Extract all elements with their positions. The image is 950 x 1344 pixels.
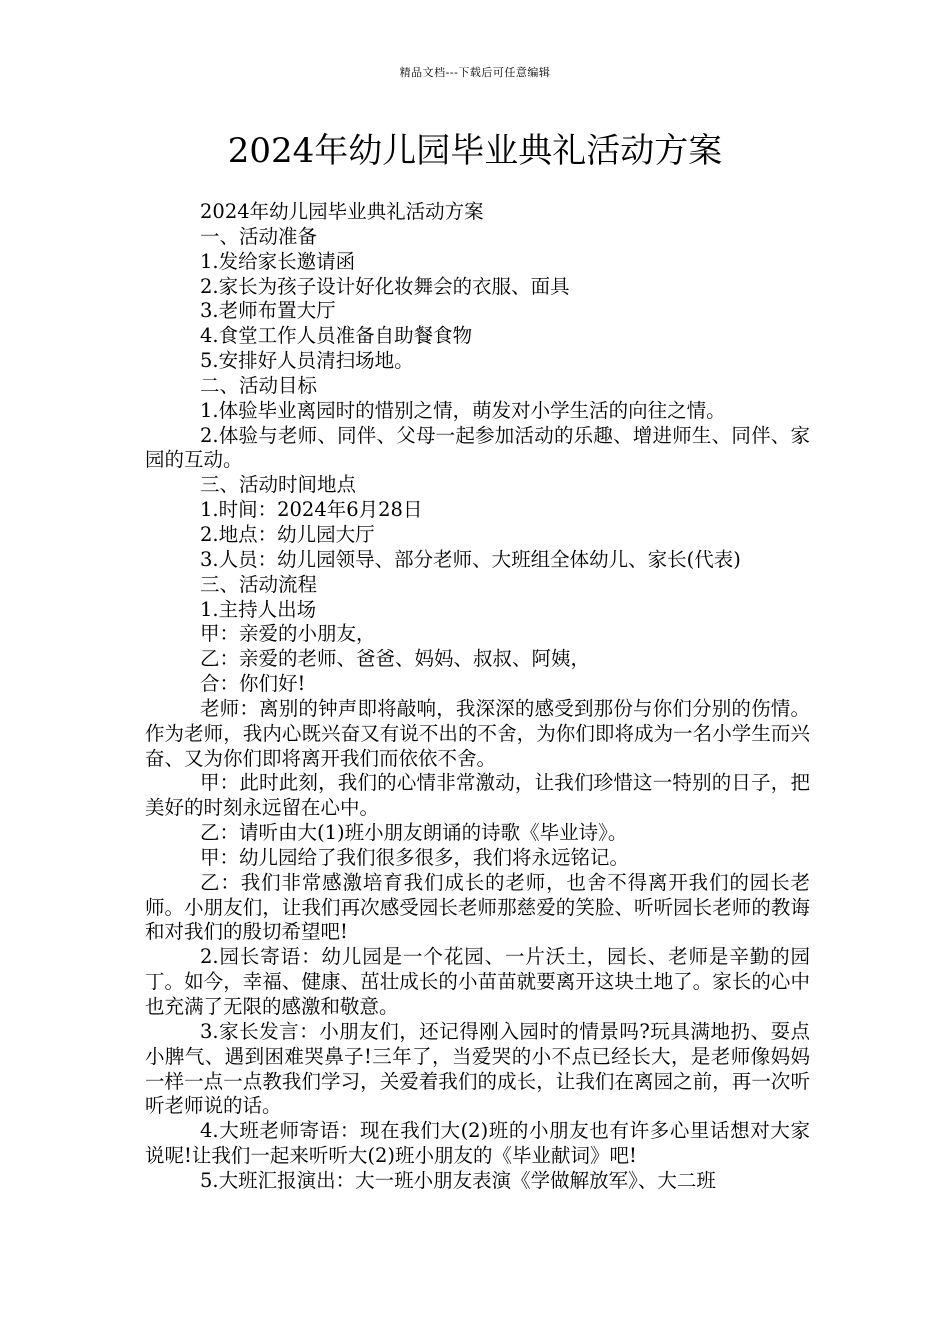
list-item: 1.时间：2024年6月28日 [200,498,423,522]
list-item: 2.家长为孩子设计好化妆舞会的衣服、面具 [200,274,570,298]
dialogue-line: 老师：离别的钟声即将敲响，我深深的感受到那份与你们分别的伤情。作为老师，我内心既兴奋又有说不出的不舍，为你们即将成为一名小学生而兴奋、又为你们即将离开我们而依依不舍。 [145,696,810,770]
section-heading: 三、活动流程 [200,572,318,596]
section-heading: 二、活动目标 [200,373,318,397]
list-item: 1.发给家长邀请函 [200,249,356,273]
list-item: 4.大班老师寄语：现在我们大(2)班的小朋友也有许多心里话想对大家说呢!让我们一起来听听大(2)班小朋友的《毕业献词》吧! [145,1119,810,1168]
list-item: 4.食堂工作人员准备自助餐食物 [200,324,473,348]
section-heading: 三、活动时间地点 [200,473,357,497]
paragraph: 2024年幼儿园毕业典礼活动方案 [200,200,484,223]
dialogue-line: 甲：亲爱的小朋友， [200,622,376,646]
dialogue-line: 合：你们好! [200,672,306,696]
list-item: 3.家长发言：小朋友们，还记得刚入园时的情景吗?玩具满地扔、耍点小脾气、遇到困难哭鼻子!三年了，当爱哭的小不点已经长大，是老师像妈妈一样一点一点教我们学习，关爱着我们的成长，让我们在离园之前，再一次听听老师说的话。 [145,1019,810,1118]
list-item: 5.大班汇报演出：大一班小朋友表演《学做解放军》、大二班 [200,1168,716,1192]
list-item: 2.园长寄语：幼儿园是一个花园、一片沃土，园长、老师是辛勤的园丁。如今，幸福、健康、茁壮成长的小苗苗就要离开这块土地了。家长的心中也充满了无限的感激和敬意。 [145,945,810,1018]
document-title: 2024年幼儿园毕业典礼活动方案 [227,131,723,171]
section-heading: 一、活动准备 [200,224,318,248]
dialogue-line: 乙：请听由大(1)班小朋友朗诵的诗歌《毕业诗》。 [200,821,628,845]
dialogue-line: 乙：我们非常感激培育我们成长的老师，也舍不得离开我们的园长老师。小朋友们，让我们再次感受园长老师那慈爱的笑脸、听听园长老师的教诲和对我们的殷切希望吧! [145,870,810,944]
document-body [145,200,810,1194]
dialogue-line: 甲：此时此刻，我们的心情非常激动，让我们珍惜这一特别的日子，把美好的时刻永远留在心中。 [145,771,810,820]
dialogue-line: 乙：亲爱的老师、爸爸、妈妈、叔叔、阿姨， [200,647,591,671]
list-item: 2.体验与老师、同伴、父母一起参加活动的乐趣、增进师生、同伴、家园的互动。 [145,423,810,472]
page-header: 精品文档---下载后可任意编辑 [399,66,551,79]
list-item: 3.老师布置大厅 [200,299,336,323]
list-item: 1.主持人出场 [200,597,317,621]
list-item: 5.安排好人员清扫场地。 [200,349,414,373]
list-item: 3.人员：幼儿园领导、部分老师、大班组全体幼儿、家长(代表) [200,547,741,571]
list-item: 2.地点：幼儿园大厅 [200,522,375,546]
dialogue-line: 甲：幼儿园给了我们很多很多，我们将永远铭记。 [200,845,630,869]
list-item: 1.体验毕业离园时的惜别之情，萌发对小学生活的向往之情。 [200,398,726,422]
